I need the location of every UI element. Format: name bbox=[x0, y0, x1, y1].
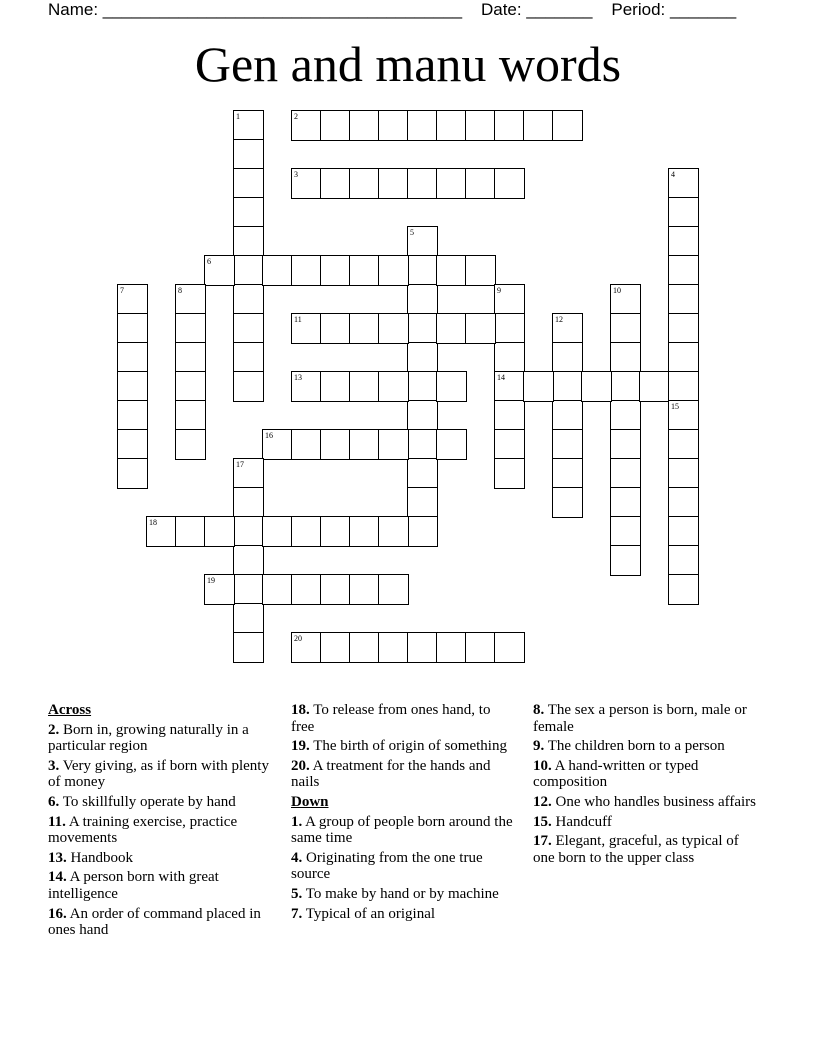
grid-cell[interactable] bbox=[494, 458, 525, 489]
clue-item bbox=[48, 722, 273, 755]
grid-cell[interactable] bbox=[610, 487, 641, 518]
clue-item-number: 13. bbox=[48, 849, 67, 866]
grid-cell[interactable] bbox=[233, 139, 264, 170]
grid-cell[interactable] bbox=[117, 313, 148, 344]
clue-item-number: 19. bbox=[291, 738, 310, 755]
grid-cell[interactable] bbox=[552, 429, 583, 460]
grid-cell[interactable] bbox=[639, 371, 670, 402]
grid-cell[interactable] bbox=[465, 255, 496, 286]
grid-cell[interactable] bbox=[552, 487, 583, 518]
grid-cell[interactable] bbox=[378, 110, 409, 141]
grid-cell[interactable] bbox=[581, 371, 612, 402]
grid-cell[interactable] bbox=[291, 255, 322, 286]
clue-item-number: 9. bbox=[533, 738, 545, 755]
grid-cell[interactable] bbox=[204, 516, 235, 547]
clue-item bbox=[291, 886, 516, 903]
clue-item bbox=[48, 814, 273, 847]
grid-cell[interactable] bbox=[233, 168, 264, 199]
grid-cell[interactable] bbox=[668, 458, 699, 489]
grid-cell[interactable] bbox=[436, 168, 467, 199]
grid-cell[interactable] bbox=[436, 110, 467, 141]
grid-cell[interactable] bbox=[233, 371, 264, 402]
clue-item-number: 18. bbox=[291, 702, 310, 718]
clue-number: 6 bbox=[207, 257, 211, 266]
grid-cell[interactable] bbox=[320, 110, 351, 141]
clue-number: 3 bbox=[294, 170, 298, 179]
clue-item-text: A hand-written or typed composition bbox=[533, 757, 699, 791]
grid-cell[interactable] bbox=[117, 371, 148, 402]
clue-item-text: A group of people born around the same time bbox=[291, 813, 513, 847]
grid-cell[interactable] bbox=[494, 168, 525, 199]
grid-cell[interactable] bbox=[349, 632, 380, 663]
grid-cell[interactable] bbox=[668, 313, 699, 344]
grid-cell[interactable] bbox=[291, 429, 322, 460]
clue-item-number: 10. bbox=[533, 757, 552, 774]
grid-cell[interactable] bbox=[233, 226, 264, 257]
clue-item-number: 6. bbox=[48, 793, 60, 810]
clue-item-number: 3. bbox=[48, 757, 60, 774]
clue-item-text: Handcuff bbox=[551, 813, 612, 830]
grid-cell[interactable] bbox=[523, 371, 554, 402]
grid-cell[interactable] bbox=[436, 255, 467, 286]
grid-cell[interactable] bbox=[378, 313, 409, 344]
grid-cell[interactable] bbox=[320, 632, 351, 663]
clue-number: 10 bbox=[613, 286, 621, 295]
grid-cell[interactable] bbox=[465, 632, 496, 663]
grid-cell[interactable] bbox=[320, 313, 351, 344]
grid-cell[interactable] bbox=[436, 371, 467, 402]
clue-item-text: A treatment for the hands and nails bbox=[291, 757, 491, 791]
grid-cell[interactable] bbox=[494, 632, 525, 663]
grid-cell[interactable] bbox=[610, 342, 641, 373]
grid-cell[interactable] bbox=[175, 516, 206, 547]
grid-cell[interactable] bbox=[552, 458, 583, 489]
grid-cell[interactable] bbox=[668, 255, 699, 286]
page-title: Gen and manu words bbox=[194, 36, 622, 92]
grid-cell[interactable] bbox=[668, 197, 699, 228]
clue-number: 4 bbox=[671, 170, 675, 179]
grid-cell[interactable] bbox=[494, 400, 525, 431]
clue-item-text: The sex a person is born, male or female bbox=[533, 702, 747, 735]
clue-item bbox=[533, 833, 758, 866]
clue-item-text: Born in, growing naturally in a particular region bbox=[48, 721, 249, 755]
grid-cell[interactable] bbox=[378, 632, 409, 663]
grid-cell[interactable] bbox=[668, 226, 699, 257]
clue-number: 15 bbox=[671, 402, 679, 411]
clue-number: 19 bbox=[207, 576, 215, 585]
clue-item bbox=[291, 702, 516, 735]
grid-cell[interactable] bbox=[407, 110, 438, 141]
grid-cell[interactable] bbox=[349, 110, 380, 141]
clue-item bbox=[533, 702, 758, 735]
grid-cell[interactable] bbox=[117, 400, 148, 431]
clue-item-number: 8. bbox=[533, 702, 545, 718]
grid-cell[interactable] bbox=[407, 313, 438, 344]
grid-cell[interactable] bbox=[407, 632, 438, 663]
clue-item bbox=[48, 869, 273, 902]
grid-cell[interactable] bbox=[378, 371, 409, 402]
grid-cell[interactable] bbox=[552, 342, 583, 373]
grid-cell[interactable] bbox=[233, 197, 264, 228]
clue-number: 1 bbox=[236, 112, 240, 121]
grid-cell[interactable] bbox=[378, 255, 409, 286]
grid-cell[interactable] bbox=[320, 255, 351, 286]
clue-item bbox=[291, 738, 516, 755]
clue-item-number: 5. bbox=[291, 885, 303, 902]
clue-item bbox=[533, 814, 758, 831]
across-clue-list-continued bbox=[291, 702, 516, 791]
grid-cell[interactable] bbox=[233, 545, 264, 576]
clue-number: 7 bbox=[120, 286, 124, 295]
grid-cell[interactable] bbox=[175, 371, 206, 402]
grid-cell[interactable] bbox=[117, 458, 148, 489]
grid-cell[interactable] bbox=[668, 284, 699, 315]
clue-item-text: Originating from the one true source bbox=[291, 849, 483, 883]
grid-cell[interactable] bbox=[407, 429, 438, 460]
clue-number: 13 bbox=[294, 373, 302, 382]
grid-cell[interactable] bbox=[320, 429, 351, 460]
grid-cell[interactable] bbox=[407, 516, 438, 547]
grid-cell[interactable] bbox=[320, 516, 351, 547]
grid-cell[interactable] bbox=[233, 255, 264, 286]
clue-number: 18 bbox=[149, 518, 157, 527]
grid-cell[interactable] bbox=[233, 603, 264, 634]
header-fields: Name: ______________________________________ Date: _______ Period: _______ bbox=[48, 0, 737, 19]
grid-cell[interactable] bbox=[436, 429, 467, 460]
grid-cell[interactable] bbox=[233, 342, 264, 373]
clue-item-text: Elegant, graceful, as typical of one born to the upper class bbox=[533, 833, 739, 866]
clue-item-text: Handbook bbox=[66, 849, 133, 866]
grid-cell[interactable] bbox=[175, 400, 206, 431]
grid-cell[interactable] bbox=[262, 255, 293, 286]
clue-item-number: 14. bbox=[48, 869, 67, 886]
clue-item-number: 4. bbox=[291, 849, 303, 866]
grid-cell[interactable] bbox=[378, 574, 409, 605]
grid-cell[interactable] bbox=[407, 487, 438, 518]
clue-item bbox=[48, 794, 273, 811]
grid-cell[interactable] bbox=[233, 574, 264, 605]
grid-cell[interactable] bbox=[436, 313, 467, 344]
clue-item bbox=[291, 850, 516, 883]
grid-cell[interactable] bbox=[320, 168, 351, 199]
clue-item-text: A person born with great intelligence bbox=[48, 869, 219, 902]
clue-item-number: 12. bbox=[533, 793, 552, 810]
grid-cell[interactable] bbox=[668, 545, 699, 576]
grid-cell[interactable] bbox=[407, 255, 438, 286]
clue-item bbox=[291, 814, 516, 847]
grid-cell[interactable] bbox=[610, 545, 641, 576]
grid-cell[interactable] bbox=[552, 110, 583, 141]
grid-cell[interactable] bbox=[233, 284, 264, 315]
clue-item-text: Very giving, as if born with plenty of money bbox=[48, 757, 269, 791]
clues-column-3 bbox=[533, 702, 758, 869]
grid-cell[interactable] bbox=[552, 371, 583, 402]
clue-item-text: One who handles business affairs bbox=[551, 793, 757, 810]
grid-cell[interactable] bbox=[349, 574, 380, 605]
clue-item-number: 15. bbox=[533, 813, 552, 830]
grid-cell[interactable] bbox=[552, 400, 583, 431]
clue-number: 16 bbox=[265, 431, 273, 440]
grid-cell[interactable] bbox=[117, 342, 148, 373]
grid-cell[interactable] bbox=[465, 313, 496, 344]
grid-cell[interactable] bbox=[407, 458, 438, 489]
clue-item-text: Typical of an original bbox=[302, 905, 436, 922]
grid-cell[interactable] bbox=[465, 110, 496, 141]
grid-cell[interactable] bbox=[291, 516, 322, 547]
grid-cell[interactable] bbox=[378, 429, 409, 460]
clue-number: 17 bbox=[236, 460, 244, 469]
grid-cell[interactable] bbox=[610, 371, 641, 402]
clue-item bbox=[48, 758, 273, 791]
grid-cell[interactable] bbox=[668, 342, 699, 373]
grid-cell[interactable] bbox=[668, 429, 699, 460]
clue-item-text: An order of command placed in ones hand bbox=[48, 905, 261, 939]
grid-cell[interactable] bbox=[349, 429, 380, 460]
grid-cell[interactable] bbox=[349, 168, 380, 199]
clue-item-number: 20. bbox=[291, 757, 310, 774]
clue-item-text: The birth of origin of something bbox=[309, 738, 507, 755]
clue-item-text: To release from ones hand, to free bbox=[291, 702, 491, 735]
grid-cell[interactable] bbox=[233, 516, 264, 547]
grid-cell[interactable] bbox=[175, 342, 206, 373]
clue-item bbox=[533, 738, 758, 755]
clue-item bbox=[291, 758, 516, 791]
clue-item-number: 17. bbox=[533, 833, 552, 850]
grid-cell[interactable] bbox=[291, 574, 322, 605]
grid-cell[interactable] bbox=[494, 342, 525, 373]
grid-cell[interactable] bbox=[175, 313, 206, 344]
grid-cell[interactable] bbox=[610, 458, 641, 489]
grid-cell[interactable] bbox=[378, 168, 409, 199]
grid-cell[interactable] bbox=[407, 284, 438, 315]
clues-column-1 bbox=[48, 702, 273, 942]
grid-cell[interactable] bbox=[233, 313, 264, 344]
down-heading: Down bbox=[291, 793, 329, 810]
grid-cell[interactable] bbox=[494, 110, 525, 141]
clue-item bbox=[48, 906, 273, 939]
grid-cell[interactable] bbox=[494, 429, 525, 460]
grid-cell[interactable] bbox=[175, 429, 206, 460]
clue-item-number: 1. bbox=[291, 813, 303, 830]
grid-cell[interactable] bbox=[349, 371, 380, 402]
grid-cell[interactable] bbox=[349, 516, 380, 547]
clue-item-number: 11. bbox=[48, 813, 66, 830]
grid-cell[interactable] bbox=[262, 516, 293, 547]
grid-cell[interactable] bbox=[407, 400, 438, 431]
clue-number: 14 bbox=[497, 373, 505, 382]
clue-number: 20 bbox=[294, 634, 302, 643]
grid-cell[interactable] bbox=[349, 255, 380, 286]
down-clue-list-continued bbox=[533, 702, 758, 866]
grid-cell[interactable] bbox=[117, 429, 148, 460]
clue-item-text: To make by hand or by machine bbox=[302, 885, 499, 902]
clue-number: 2 bbox=[294, 112, 298, 121]
clue-number: 11 bbox=[294, 315, 302, 324]
across-clue-list bbox=[48, 722, 273, 939]
grid-cell[interactable] bbox=[465, 168, 496, 199]
across-heading: Across bbox=[48, 702, 92, 718]
grid-cell[interactable] bbox=[436, 632, 467, 663]
down-clue-list bbox=[291, 814, 516, 923]
grid-cell[interactable] bbox=[233, 632, 264, 663]
grid-cell[interactable] bbox=[610, 516, 641, 547]
grid-cell[interactable] bbox=[320, 371, 351, 402]
grid-cell[interactable] bbox=[668, 487, 699, 518]
grid-cell[interactable] bbox=[668, 574, 699, 605]
clue-item-text: To skillfully operate by hand bbox=[59, 793, 236, 810]
clue-item bbox=[533, 794, 758, 811]
grid-cell[interactable] bbox=[668, 516, 699, 547]
grid-cell[interactable] bbox=[610, 429, 641, 460]
clues-column-2 bbox=[291, 702, 516, 925]
grid-cell[interactable] bbox=[610, 400, 641, 431]
grid-cell[interactable] bbox=[668, 371, 699, 402]
clue-number: 8 bbox=[178, 286, 182, 295]
clue-number: 9 bbox=[497, 286, 501, 295]
clue-item-number: 7. bbox=[291, 905, 303, 922]
clue-item-text: The children born to a person bbox=[544, 738, 725, 755]
grid-cell[interactable] bbox=[407, 342, 438, 373]
grid-cell[interactable] bbox=[233, 487, 264, 518]
grid-cell[interactable] bbox=[610, 313, 641, 344]
clue-item bbox=[533, 758, 758, 791]
grid-cell[interactable] bbox=[407, 168, 438, 199]
clue-item bbox=[48, 850, 273, 867]
clue-item-number: 16. bbox=[48, 905, 67, 922]
grid-cell[interactable] bbox=[320, 574, 351, 605]
clue-number: 12 bbox=[555, 315, 563, 324]
grid-cell[interactable] bbox=[523, 110, 554, 141]
grid-cell[interactable] bbox=[349, 313, 380, 344]
grid-cell[interactable] bbox=[378, 516, 409, 547]
clue-item-text: A training exercise, practice movements bbox=[48, 813, 238, 847]
clue-item bbox=[291, 906, 516, 923]
clue-number: 5 bbox=[410, 228, 414, 237]
grid-cell[interactable] bbox=[494, 313, 525, 344]
clue-item-number: 2. bbox=[48, 721, 60, 738]
grid-cell[interactable] bbox=[407, 371, 438, 402]
grid-cell[interactable] bbox=[262, 574, 293, 605]
